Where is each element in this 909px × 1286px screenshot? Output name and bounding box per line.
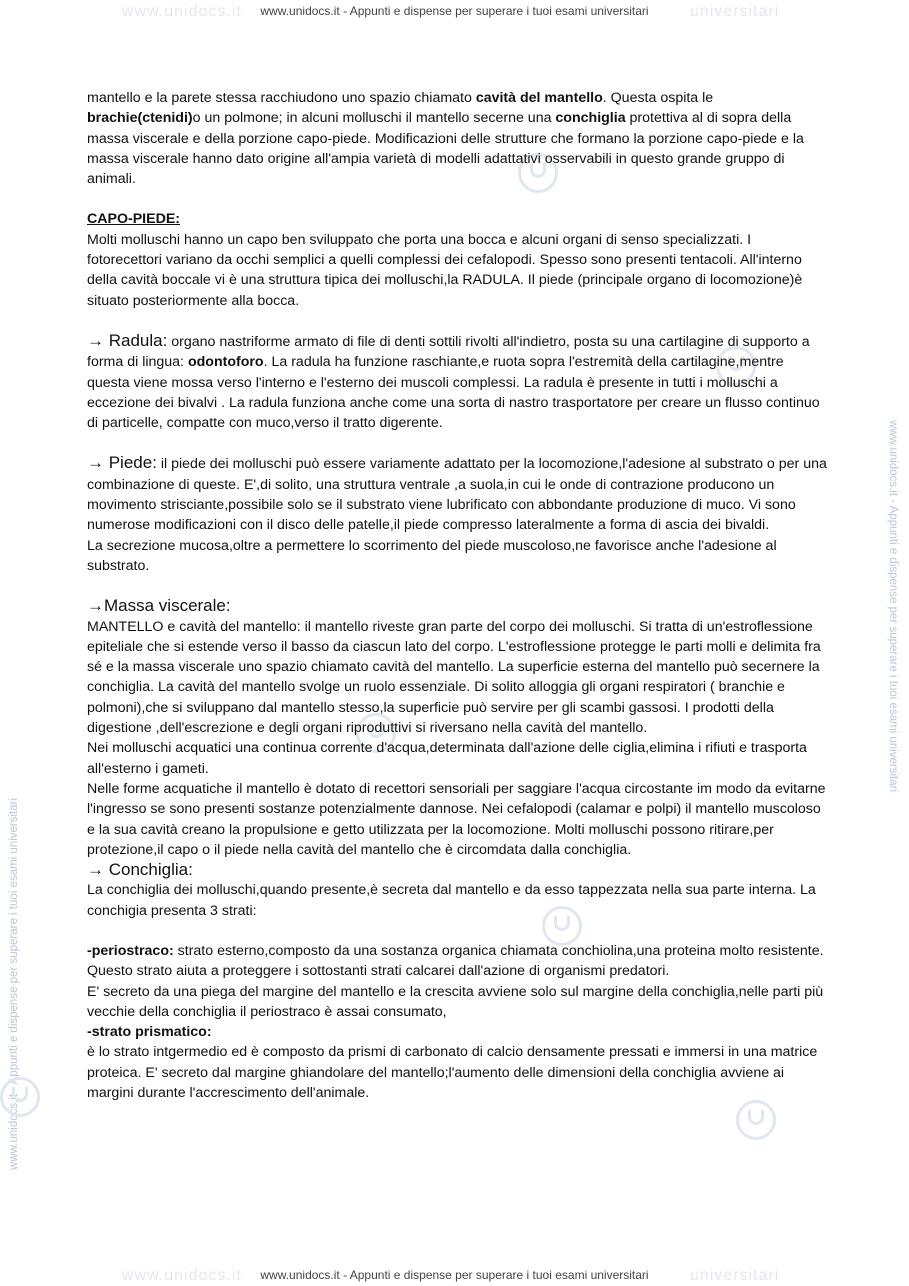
- header-ghost-watermark: www.unidocs.it: [122, 3, 242, 20]
- footer-ghost-watermark: www.unidocs.it: [122, 1267, 242, 1284]
- periostraco-paragraph-2: E' secreto da una piega del margine del mantello e la crescita avviene solo sul margine della conchiglia,nelle parti più vecchie della conchiglia il periostraco è assai consumato,: [87, 983, 824, 1020]
- strato-prismatico-label: -strato prismatico:: [87, 1024, 212, 1041]
- conchiglia-heading: → Conchiglia:: [87, 860, 193, 880]
- document-body: [87, 88, 827, 1103]
- piede-paragraph: → Piede: il piede dei molluschi può essere variamente adattato per la locomozione,l'adesione al substrato o per una combinazione di queste. E',di solito, una struttura ventrale ,a suola,in cui le onde di contrazione producono un movimento strisciante,possibile solo se il substrato viene lubrificato con abbondante produzione di muco. Vi sono numerose modificazioni con il disco delle patelle,il piede compresso lateralmente a forma di ascia dei bivaldi.: [87, 453, 827, 534]
- term-conchiglia: conchiglia: [555, 110, 626, 127]
- periostraco-paragraph: -periostraco: strato esterno,composto da una sostanza organica chiamata conchiolina,una proteina molto resistente. Questo strato aiuta a proteggere i sottostanti strati calcarei dall'azione di organismi predatori.: [87, 942, 824, 980]
- logo-watermark-icon: [736, 1100, 776, 1140]
- logo-watermark-icon: [0, 1077, 40, 1117]
- term-cavita-mantello: cavità del mantello: [475, 90, 603, 106]
- piede-paragraph-2: La secrezione mucosa,oltre a permettere lo scorrimento del piede muscoloso,ne favorisce anche l'adesione al substrato.: [87, 537, 777, 574]
- piede-heading: → Piede:: [87, 453, 157, 473]
- capo-piede-text: Molti molluschi hanno un capo ben sviluppato che porta una bocca e alcuni organi di senso specializzati. I fotorecettori variano da occhi semplici a quelli complessi dei cefalopodi. Spesso sono presenti tentacoli. All'interno della cavità boccale vi è una struttura tipica dei molluschi,la RADULA. Il piede (principale organo di locomozione)è situato posteriormente alla bocca.: [87, 231, 803, 309]
- capo-piede-heading: CAPO-PIEDE:: [87, 211, 181, 228]
- massa-paragraph-3: Nelle forme acquatiche il mantello è dotato di recettori sensoriali per saggiare l'acqua circostante im modo da evitarne l'ingresso se sono presenti sostanze potenzialmente dannose. Nei cefalopodi (calamar e polpi) il mantello muscoloso e la sua cavità creano la propulsione e getto utilizzata per la locomozione. Molti molluschi possono ritirare,per protezione,il capo o il piede nella cavità del mantello che è circomdata dalla conchiglia.: [87, 780, 826, 858]
- massa-viscerale-heading: →Massa viscerale:: [87, 596, 231, 616]
- intro-paragraph: mantello e la parete stessa racchiudono uno spazio chiamato cavità del mantello. Questa ospita le brachie(ctenidi)o un polmone; in alcuni molluschi il mantello secerne una conchiglia protettiva al di sopra della massa viscerale e della porzione capo-piede. Modificazioni delle strutture che formano la porzione capo-piede e la massa viscerale hanno dato origine all'ampia varietà di modelli adattativi osservabili in questo grande gruppo di animali.: [87, 90, 804, 188]
- massa-paragraph-1: MANTELLO e cavità del mantello: il mantello riveste gran parte del corpo dei molluschi. Si tratta di un'estroflessione epiteliale che si estende verso il basso da ciascun lato del corpo. L'estroflessione protegge le parti molli e delimita fra sé e la massa viscerale uno spazio chiamato cavità del mantello. La superficie esterna del mantello può secernere la conchiglia. La cavità del mantello svolge un ruolo essenziale. Di solito alloggia gli organi respiratori ( branchie e polmoni),che si sviluppano dal mantello stesso,la superficie può servire per gli scambi gassosi. I prodotti della digestione ,dell'escrezione e degli organi riproduttivi si riversano nella cavità del mantello.: [87, 618, 821, 737]
- radula-heading: → Radula:: [87, 330, 168, 350]
- radula-paragraph: → Radula: organo nastriforme armato di file di denti sottili rivolti all'indietro, posta su una cartilagine di supporto a forma di lingua: odontoforo. La radula ha funzione raschiante,e ruota sopra l'estremità della cartilagine,mentre questa viene mossa verso l'interno e l'esterno dei muscoli complessi. La radula è presente in tutti i molluschi a eccezione dei bivalvi . La radula funziona anche come una sorta di nastro trasportatore per creare un flusso continuo di particelle, compatte con muco,verso il tratto digerente.: [87, 330, 820, 432]
- footer-site-line: www.unidocs.it - Appunti e dispense per superare i tuoi esami universitari: [260, 1268, 649, 1282]
- right-side-watermark: www.unidocs.it - Appunti e dispense per superare i tuoi esami universitari: [887, 420, 899, 793]
- header-ghost-watermark-right: universitari: [690, 3, 780, 20]
- term-brachie: brachie(ctenidi): [87, 110, 193, 127]
- conchiglia-paragraph: La conchiglia dei molluschi,quando presente,è secreta dal mantello e da esso tappezzata nella sua parte interna. La conchigia presenta 3 strati:: [87, 882, 816, 919]
- massa-paragraph-2: Nei molluschi acquatici una continua corrente d'acqua,determinata dall'azione delle ciglia,elimina i rifiuti e trasporta all'esterno i gameti.: [87, 740, 807, 777]
- strato-prismatico-text: è lo strato intgermedio ed è composto da prismi di carbonato di calcio densamente pressati e immersi in una matrice proteica. E' secreto dal margine ghiandolare del mantello;l'aumento delle dimensioni della conchiglia avviene ai margini durante l'accrescimento dell'animale.: [87, 1044, 818, 1102]
- header-site-line: www.unidocs.it - Appunti e dispense per superare i tuoi esami universitari: [260, 4, 649, 18]
- footer-ghost-watermark-right: universitari: [690, 1267, 780, 1284]
- left-side-watermark: www.unidocs.it - Appunti e dispense per superare i tuoi esami universitari: [8, 797, 20, 1170]
- term-odontoforo: odontoforo: [187, 354, 264, 371]
- periostraco-label: -periostraco:: [87, 942, 174, 959]
